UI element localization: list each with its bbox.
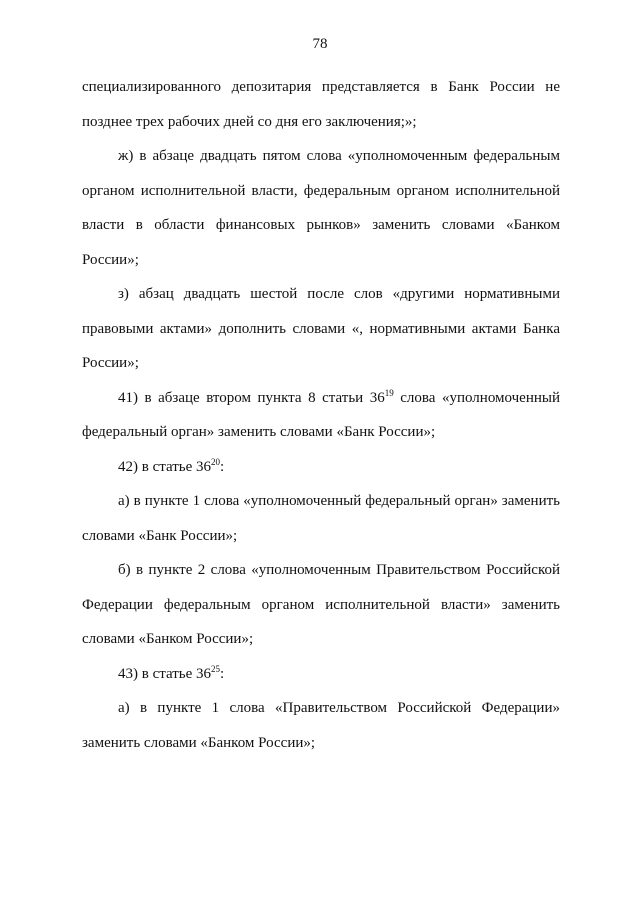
- paragraph-42: [82, 450, 560, 485]
- paragraph-42-text-end: :: [220, 458, 225, 475]
- paragraph-42-text-start: 42) в статье 36: [118, 458, 212, 475]
- paragraph-43: [82, 657, 560, 692]
- paragraph-43-text-end: :: [220, 665, 225, 682]
- paragraph-z: з) абзац двадцать шестой после слов «другими нормативными правовыми актами» дополнить словами «, нормативными актами Банка России»;: [82, 286, 560, 371]
- paragraph-41-text-end: слова «уполномоченный федеральный орган» заменить словами «Банк России»;: [82, 389, 560, 440]
- paragraph-continuation: специализированного депозитария представляется в Банк России не позднее трех рабочих дней со дня его заключения;»;: [82, 79, 560, 130]
- paragraph-42-b: б) в пункте 2 слова «уполномоченным Правительством Российской Федерации федеральным органом исполнительной власти» заменить словами «Банком России»;: [82, 562, 560, 647]
- paragraph-43-superscript: 25: [211, 663, 221, 674]
- paragraph-42-superscript: 20: [211, 456, 221, 467]
- paragraph-43-a: а) в пункте 1 слова «Правительством Российской Федерации» заменить словами «Банком России»;: [82, 700, 560, 751]
- page-number: 78: [312, 36, 328, 52]
- paragraph-41-superscript: 19: [384, 387, 394, 398]
- paragraph-42-a: а) в пункте 1 слова «уполномоченный федеральный орган» заменить словами «Банк России»;: [82, 493, 560, 544]
- paragraph-43-text-start: 43) в статье 36: [118, 665, 212, 682]
- paragraph-zh: ж) в абзаце двадцать пятом слова «уполномоченным федеральным органом исполнительной власти, федеральным органом исполнительной власти в области финансовых рынков» заменить словами «Банком России»;: [82, 148, 560, 268]
- paragraph-41: [82, 381, 560, 450]
- paragraph-41-text-start: 41) в абзаце втором пункта 8 статьи 36: [118, 389, 385, 406]
- document-body: [82, 70, 560, 760]
